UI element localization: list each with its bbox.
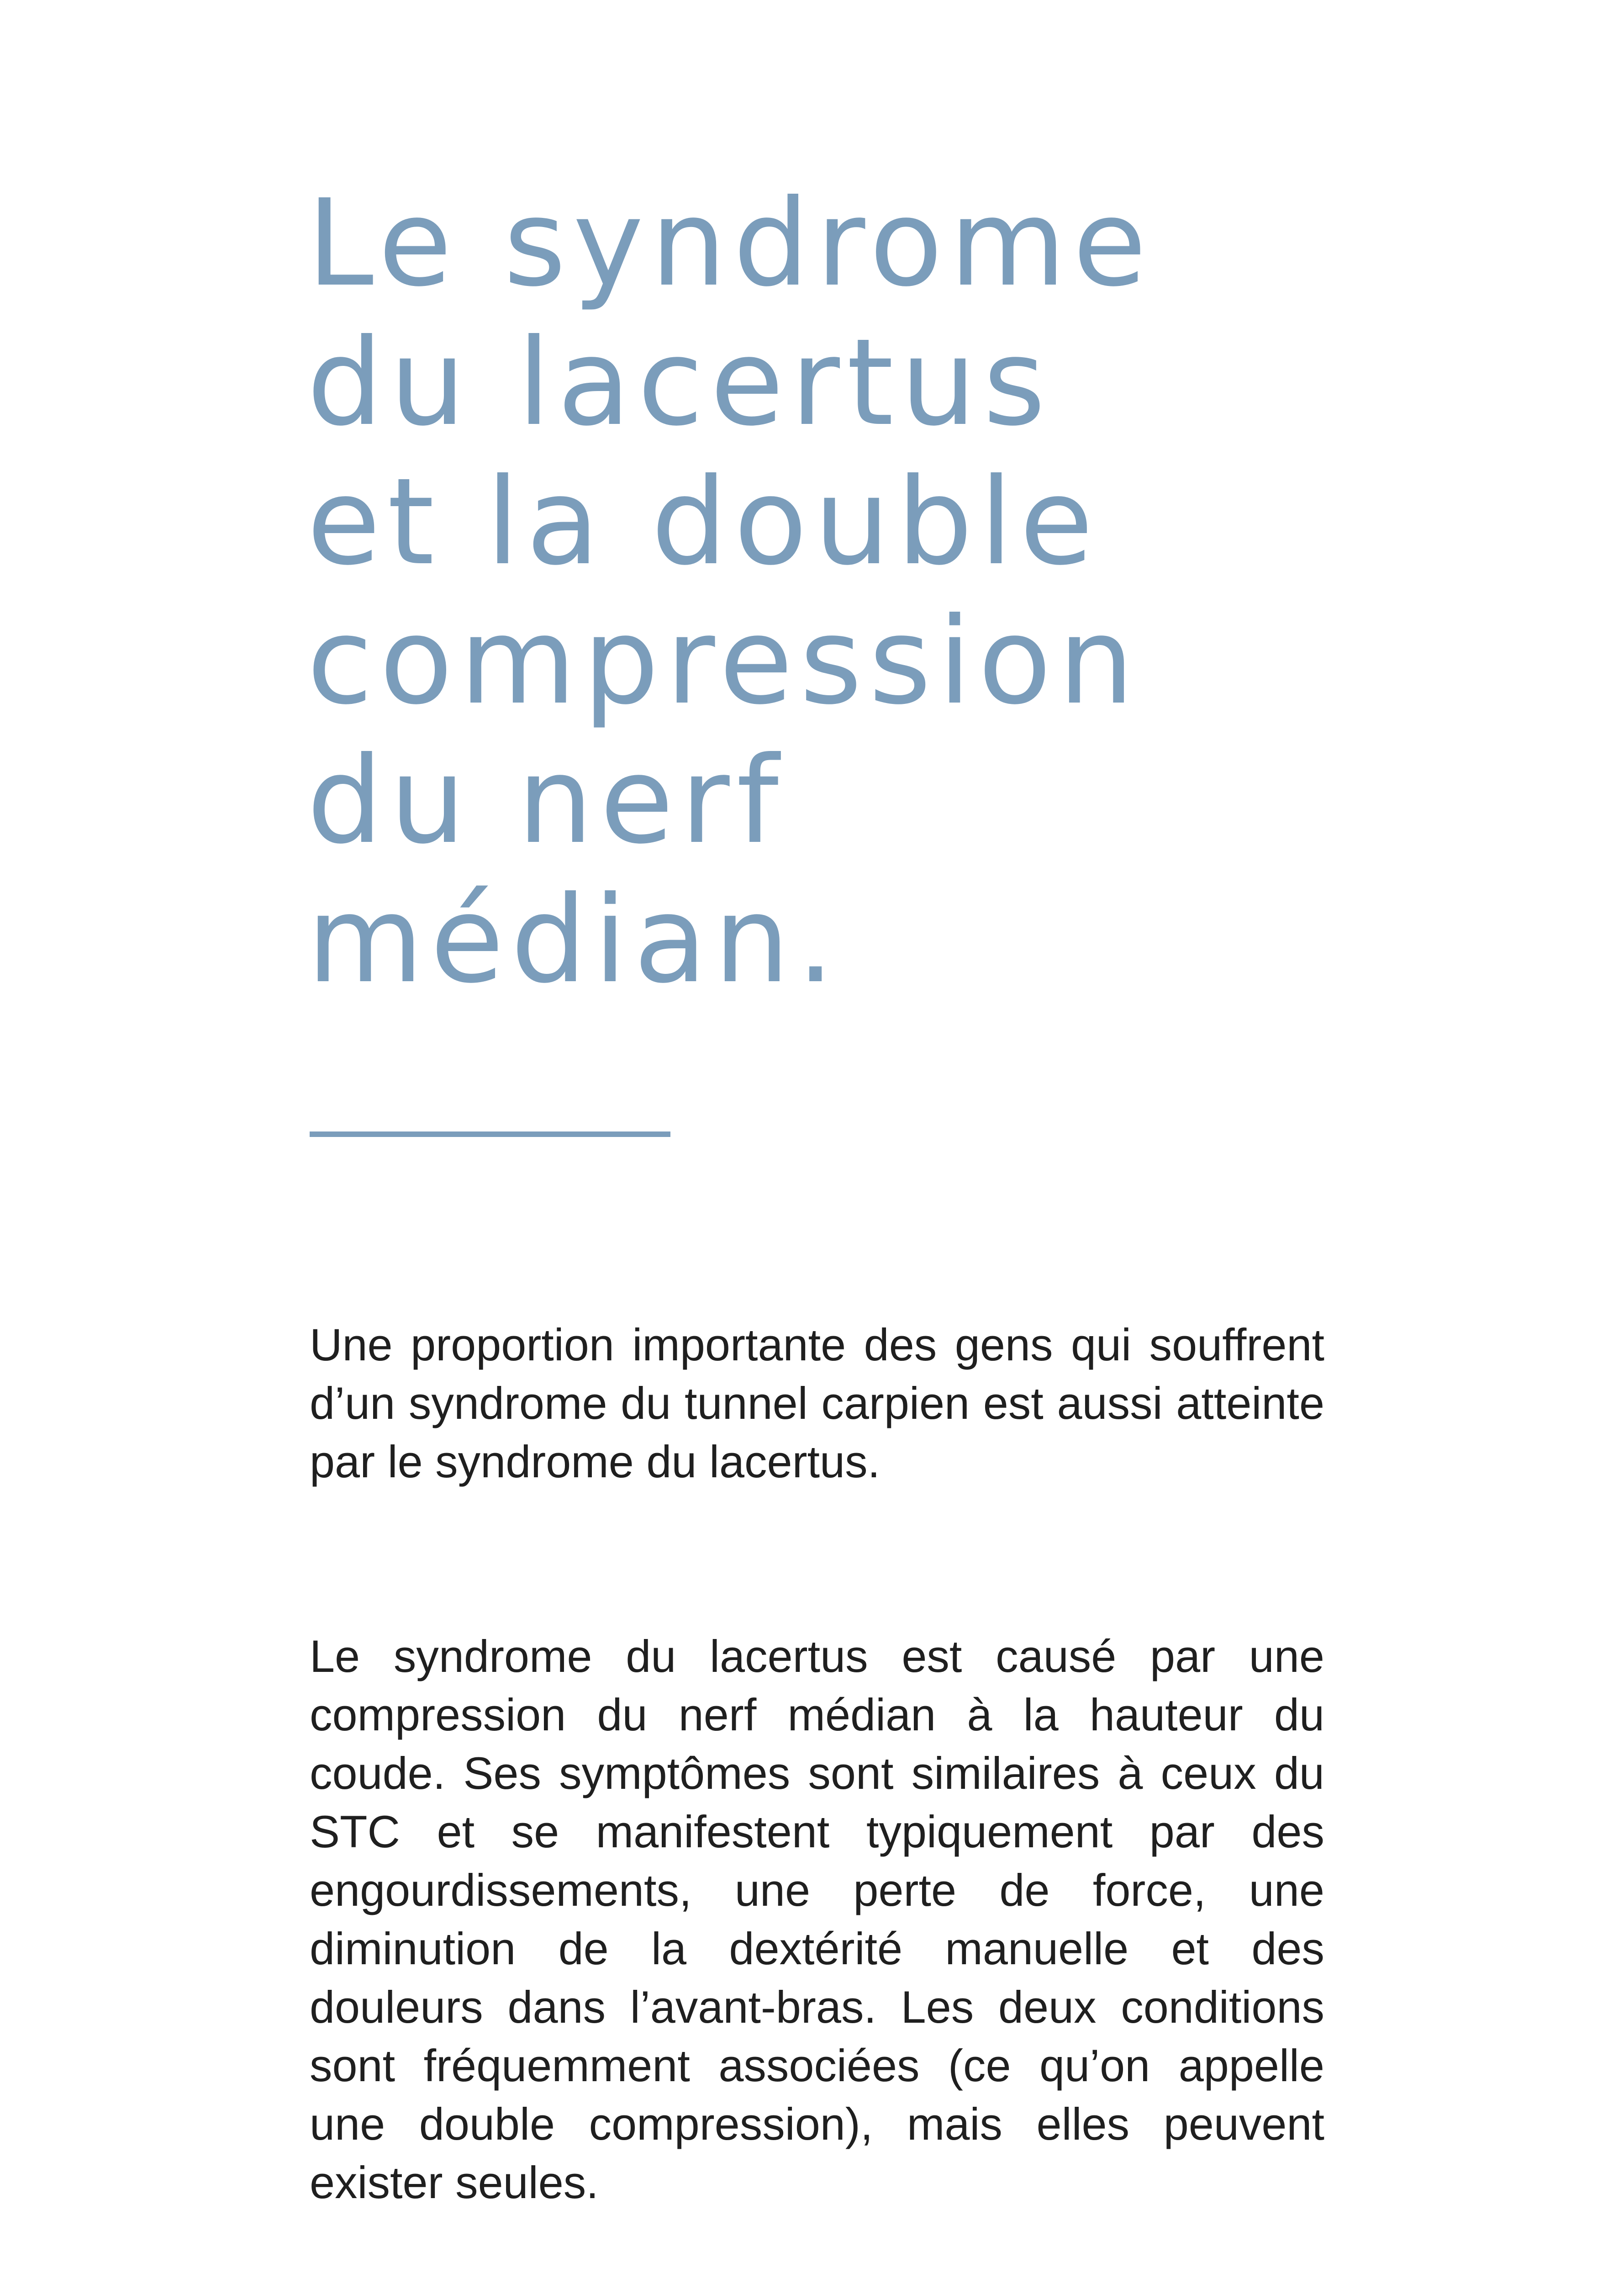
title-line-3: et la double: [307, 452, 1100, 592]
body-paragraph: Le syndrome du lacertus est causé par une compression du nerf médian à la hauteur du coude. Ses symptômes sont similaires à ceux du STC et se manifestent typiquement par des engourdissements, une perte de force, une diminution de la dextérité manuelle et des douleurs dans l’avant-bras. Les deux conditions sont fréquemment associées (ce qu’on appelle une double compression), mais elles peuvent exister seules.: [310, 1631, 1324, 2208]
title-line-4: compression: [307, 592, 1141, 731]
title-line-5: du nerf: [307, 731, 786, 870]
document-title: [307, 174, 1357, 1010]
title-line-6: médian.: [307, 870, 842, 1010]
intro-paragraph: Une proportion importante des gens qui souffrent d’un syndrome du tunnel carpien est aussi atteinte par le syndrome du lacertus.: [310, 1319, 1324, 1487]
title-line-2: du lacertus: [307, 313, 1053, 452]
title-line-1: Le syndrome: [307, 174, 1154, 313]
title-divider: [310, 1131, 670, 1137]
